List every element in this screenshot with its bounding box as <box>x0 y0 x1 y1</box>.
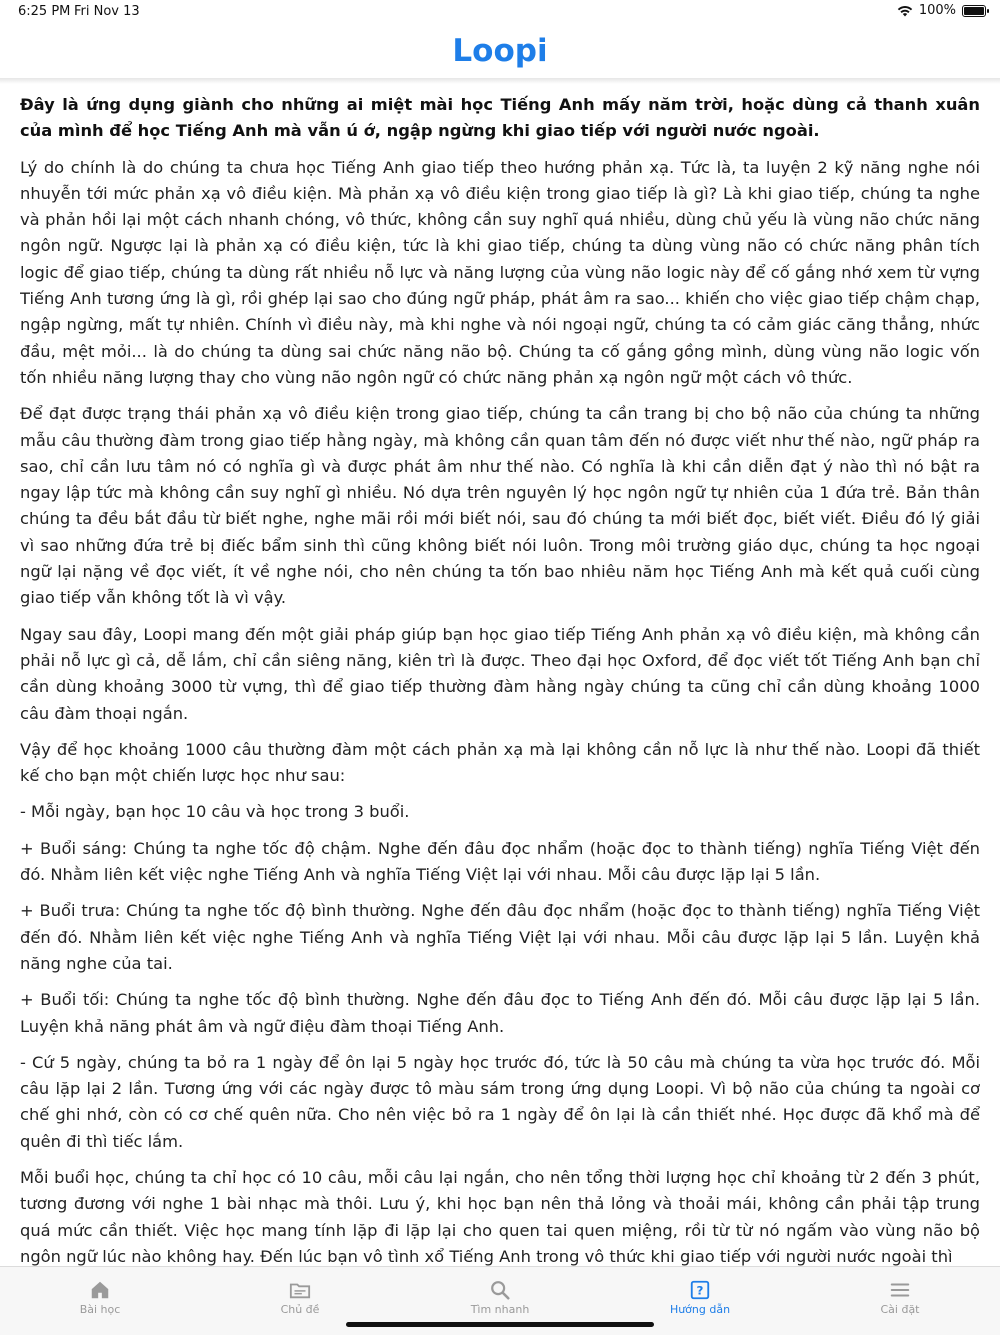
article-paragraph: + Buổi sáng: Chúng ta nghe tốc độ chậm. Nghe đến đâu đọc nhẩm (hoặc đọc to thành tiếng) nghĩa Tiếng Việt đến đó. Nhằm liên kết việc nghe Tiếng Anh và nghĩa Tiếng Việt lại với nhau. Mỗi câu được lặp lại 5 lần. <box>20 838 980 885</box>
tab-label: Tìm nhanh <box>470 1303 530 1316</box>
article-intro: Đây là ứng dụng giành cho những ai miệt mài học Tiếng Anh mấy năm trời, hoặc dùng cả thanh xuân của mình để học Tiếng Anh mà vẫn ú ớ, ngập ngừng khi giao tiếp với người nước ngoài. <box>20 95 980 141</box>
article-paragraph: Vậy để học khoảng 1000 câu thường đàm một cách phản xạ mà lại không cần nỗ lực là như thế nào. Loopi đã thiết kế cho bạn một chiến lược học như sau: <box>20 739 980 786</box>
battery-icon <box>962 5 986 17</box>
tab-label: Cài đặt <box>880 1303 920 1316</box>
status-right <box>897 3 986 18</box>
status-time: 6:25 PM <box>18 4 71 19</box>
wifi-icon <box>897 5 913 17</box>
article-paragraph: - Cứ 5 ngày, chúng ta bỏ ra 1 ngày để ôn lại 5 ngày học trước đó, tức là 50 câu mà chúng ta vừa học trước đó. Mỗi câu lặp lại 2 lần. Tương ứng với các ngày được tô màu sám trong ứng dụng Loopi. Vì bộ não của chúng ta ngoài cơ chế ghi nhớ, còn có cơ chế quên nữa. Cho nên việc bỏ ra 1 ngày để ôn lại là cần thiết nhé. Học được đã khổ mà để quên đi thì tiếc lắm. <box>20 1052 980 1151</box>
status-date: Fri Nov 13 <box>74 4 140 19</box>
folder-icon <box>289 1279 311 1301</box>
home-indicator[interactable] <box>346 1322 654 1327</box>
article-content[interactable] <box>20 92 980 1266</box>
tab-label: Bài học <box>79 1303 121 1316</box>
page-title: Loopi <box>452 33 548 69</box>
nav-bar <box>0 24 1000 78</box>
search-icon <box>489 1279 511 1301</box>
tab-label: Hướng dẫn <box>669 1303 731 1316</box>
article-paragraph: Ngay sau đây, Loopi mang đến một giải pháp giúp bạn học giao tiếp Tiếng Anh phản xạ vô điều kiện, mà không cần phải nỗ lực gì cả, dễ lắm, chỉ cần siêng năng, kiên trì là được. Theo đại học Oxford, để đọc viết tốt Tiếng Anh bạn chỉ cần dùng khoảng 3000 từ vựng, thì để giao tiếp thường đàm hằng ngày chúng ta cũng chỉ cần dùng khoảng 1000 câu đàm thoại ngắn. <box>20 624 980 723</box>
article-paragraph: + Buổi trưa: Chúng ta nghe tốc độ bình thường. Nghe đến đâu đọc nhẩm (hoặc đọc to thành tiếng) nghĩa Tiếng Việt đến đó. Nhằm liên kết việc nghe Tiếng Anh và nghĩa Tiếng Việt lại với nhau. Mỗi câu được lặp lại 5 lần. Luyện khả năng nghe của tai. <box>20 901 980 973</box>
help-icon <box>689 1279 711 1301</box>
battery-percent: 100% <box>918 3 956 18</box>
svg-text:?: ? <box>696 1283 704 1298</box>
article-paragraph: Để đạt được trạng thái phản xạ vô điều kiện trong giao tiếp, chúng ta cần trang bị cho bộ não của chúng ta những mẫu câu thường đàm trong giao tiếp hằng ngày, mà không cần quan tâm đến nó được viết như thế nào, ngữ pháp ra sao, chỉ cần lưu tâm nó có nghĩa gì và được phát âm như thế nào. Có nghĩa là khi cần diễn đạt ý nào thì nó bật ra ngay lập tức mà không cần suy nghĩ gì nhiều. Nó dựa trên nguyên lý học ngôn ngữ tự nhiên của 1 đứa trẻ. Bản thân chúng ta đều bắt đầu từ biết nghe, nghe mãi rồi mới biết nói, sau đó chúng ta mới biết đọc, biết viết. Điều đó lý giải vì sao những đứa trẻ bị điếc bẩm sinh thì cũng không biết nói luôn. Trong môi trường giáo dục, chúng ta học ngoại ngữ lại nặng về đọc viết, ít về nghe nói, cho nên chúng ta tốn bao nhiêu năm học Tiếng Anh mà kết quả cuối cùng giao tiếp vẫn không tốt là vì vậy. <box>20 404 980 608</box>
article-paragraph: Lý do chính là do chúng ta chưa học Tiếng Anh giao tiếp theo hướng phản xạ. Tức là, ta luyện 2 kỹ năng nghe nói nhuyễn tới mức phản xạ vô điều kiện. Mà phản xạ vô điều kiện trong giao tiếp là gì? Là khi giao tiếp, chúng ta nghe và phản hồi lại một cách nhanh chóng, vô thức, không cần suy nghĩ quá nhiều, dùng chủ yếu là vùng não chức năng ngôn ngữ. Ngược lại là phản xạ có điều kiện, tức là khi giao tiếp, chúng ta dùng vùng não có chức năng phân tích logic để giao tiếp, chúng ta dùng rất nhiều nỗ lực và năng lượng của vùng não logic này để cố gắng nhớ xem từ vựng Tiếng Anh tương ứng là gì, rồi ghép lại sao cho đúng ngữ pháp, phát âm ra sao... khiến cho việc giao tiếp chậm chạp, ngập ngừng, mất tự nhiên. Chính vì điều này, mà khi nghe và nói ngoại ngữ, chúng ta có cảm giác căng thẳng, nhức đầu, mệt mỏi... là do chúng ta dùng sai chức năng não bộ. Chúng ta cố gắng gồng mình, dùng vùng não logic vốn tốn nhiều năng lượng thay cho vùng não ngôn ngữ có chức năng phản xạ ngôn ngữ một cách vô thức. <box>20 157 980 387</box>
menu-icon <box>889 1279 911 1301</box>
tab-lessons[interactable] <box>0 1267 200 1335</box>
article-paragraph: Mỗi buổi học, chúng ta chỉ học có 10 câu, mỗi câu lại ngắn, cho nên tổng thời lượng học chỉ khoảng từ 2 đến 3 phút, tương đương với nghe 1 bài nhạc mà thôi. Lưu ý, khi học bạn nên thả lỏng và thoải mái, không cần phải tập trung quá mức cần thiết. Việc học mang tính lặp đi lặp lại cho quen tai quen miệng, rồi từ từ nó ngấm vào vùng não bộ ngôn ngữ lúc nào không hay. Đến lúc bạn vô tình xổ Tiếng Anh trong vô thức khi giao tiếp với người nước ngoài thì <box>20 1167 980 1266</box>
tab-settings[interactable] <box>800 1267 1000 1335</box>
article-paragraph: - Mỗi ngày, bạn học 10 câu và học trong 3 buổi. <box>20 802 410 822</box>
article-paragraph: + Buổi tối: Chúng ta nghe tốc độ bình thường. Nghe đến đâu đọc to Tiếng Anh đến đó. Mỗi câu được lặp lại 5 lần. Luyện khả năng phát âm và ngữ điệu đàm thoại Tiếng Anh. <box>20 990 980 1036</box>
home-icon <box>89 1279 111 1301</box>
tab-label: Chủ đề <box>280 1303 320 1316</box>
nav-divider <box>0 78 1000 84</box>
status-bar <box>0 0 1000 24</box>
